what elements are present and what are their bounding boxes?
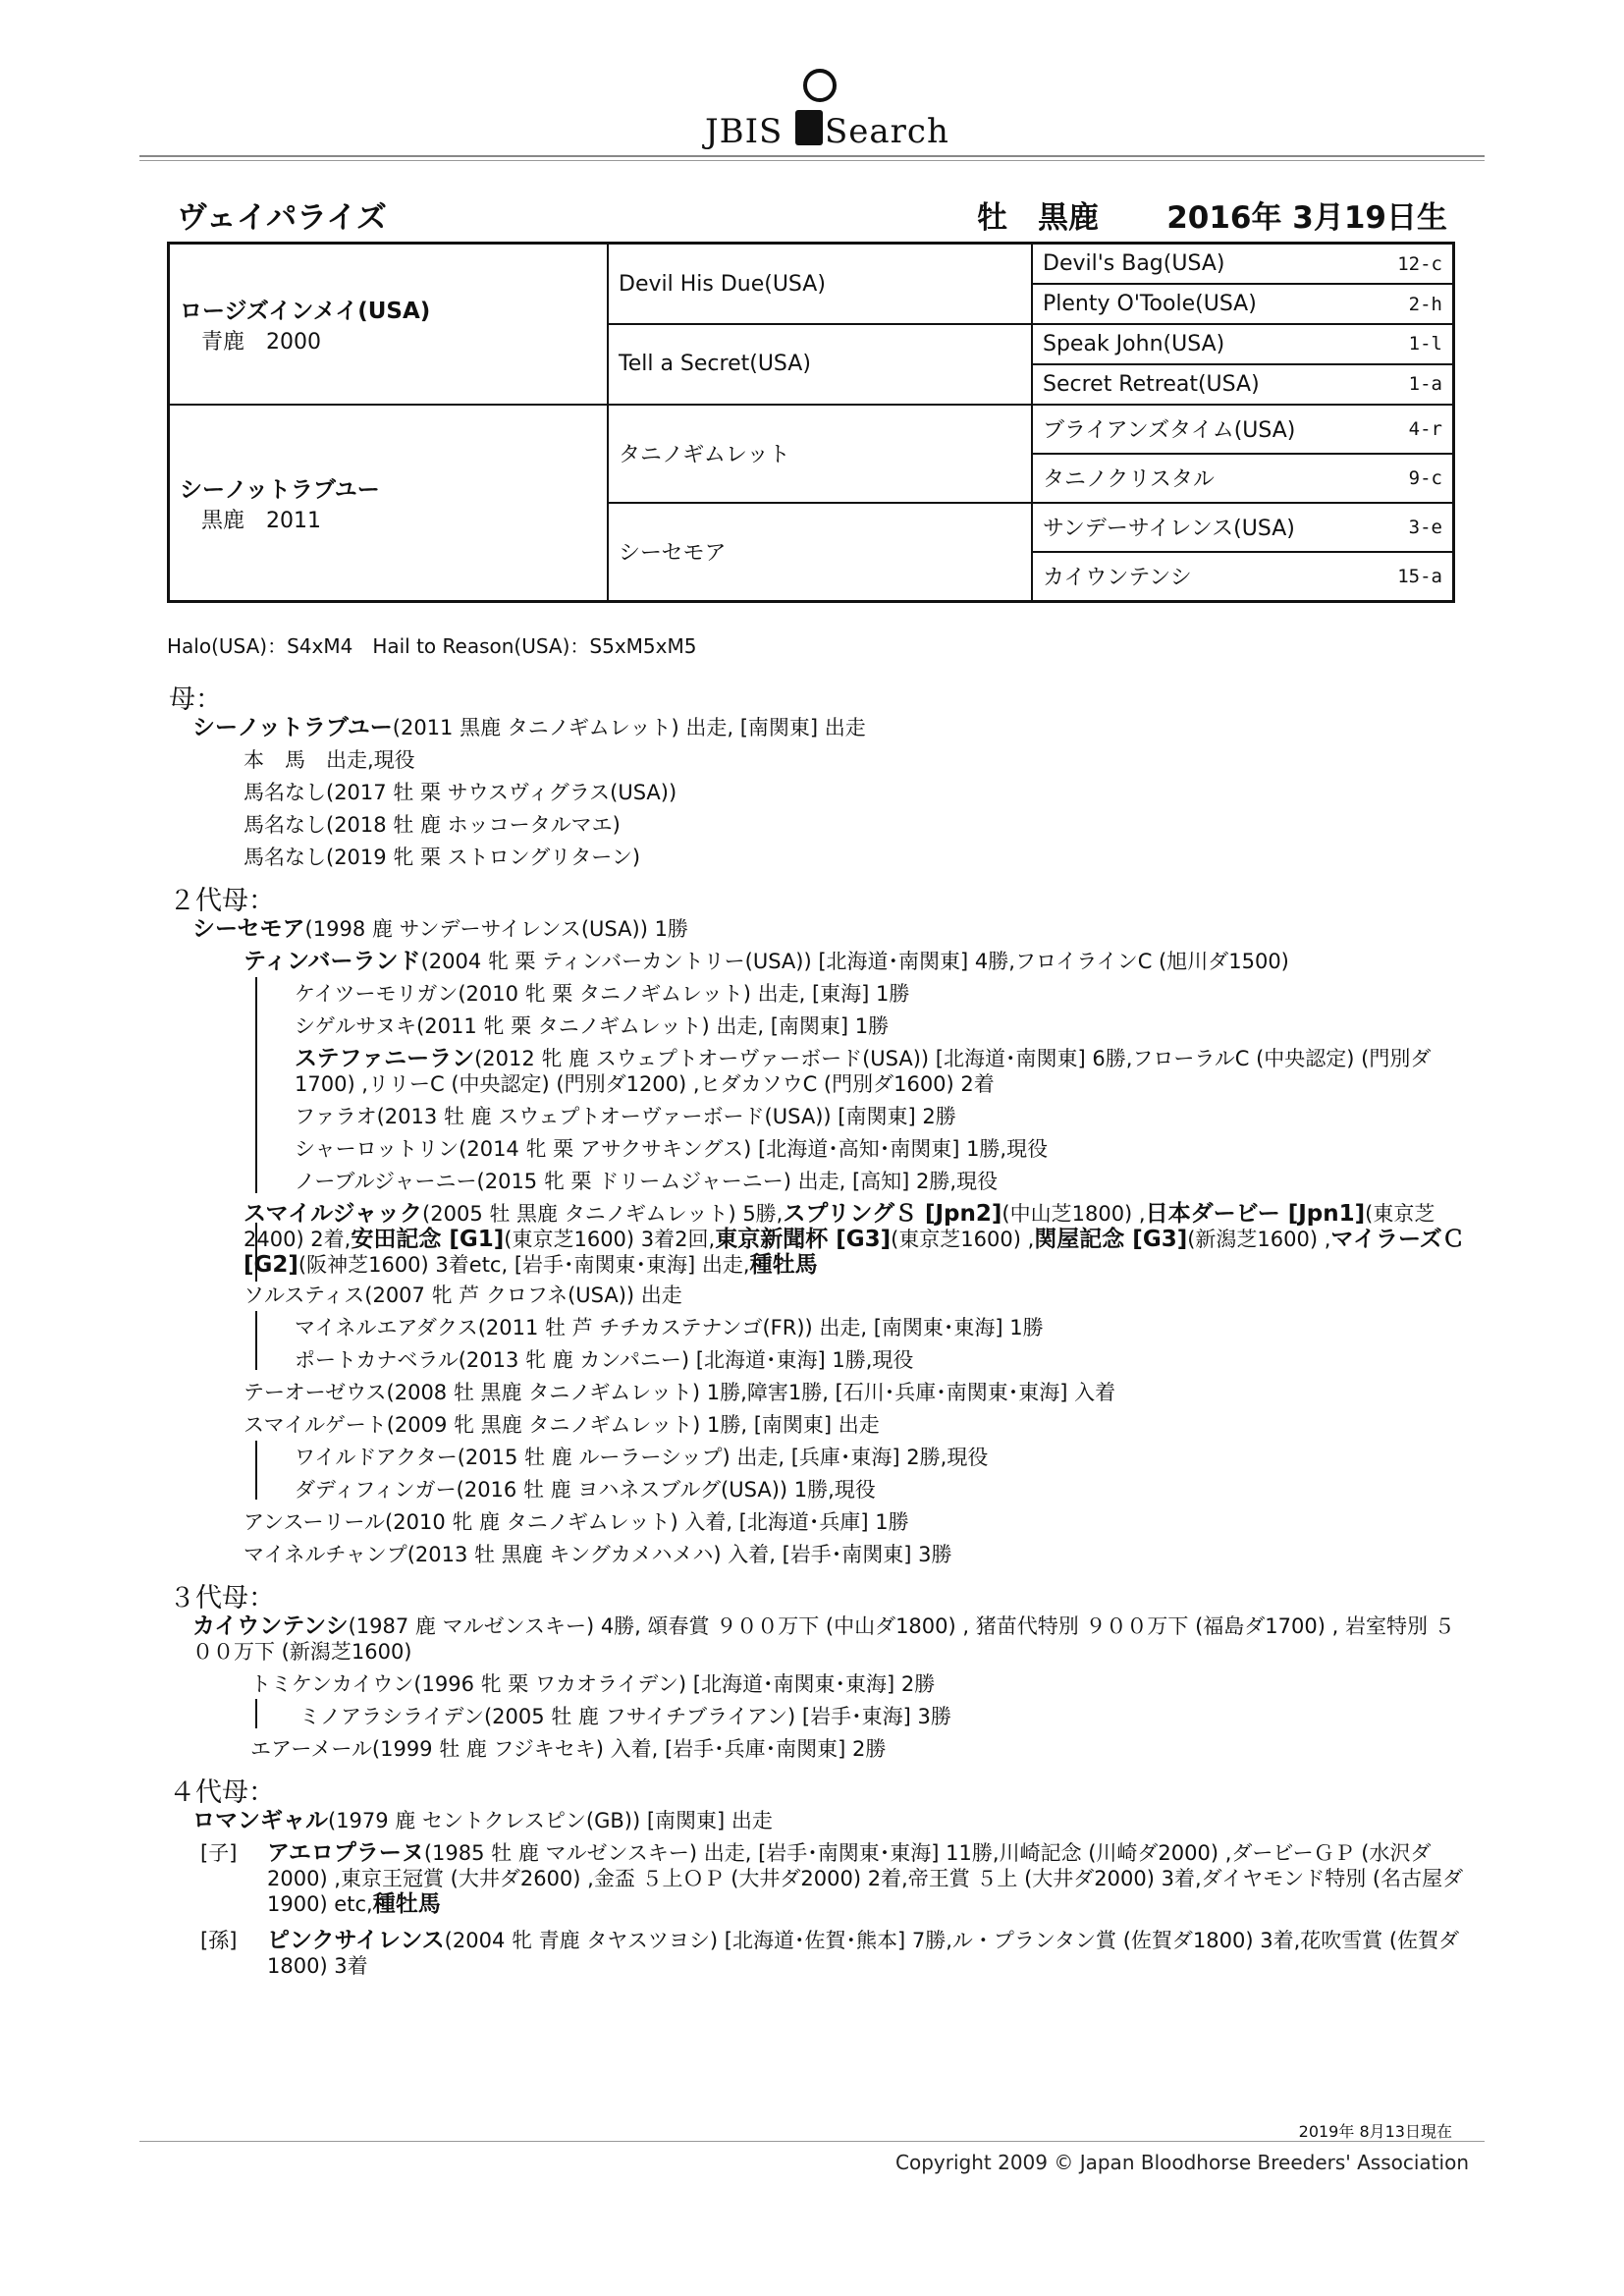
pedigree-gen2: Devil His Due(USA) [608,244,1032,325]
family-line [244,1201,1466,1278]
pedigree-gen3 [1032,552,1454,602]
family-line: ファラオ(2013 牡 鹿 スウェプトオーヴァーボード(USA)) [南関東] 2勝 [295,1105,956,1128]
gen3-name: Secret Retreat(USA) [1043,371,1260,397]
family-line: テーオーゼウス(2008 牡 黒鹿 タニノギムレット) 1勝,障害1勝, [石川･兵庫･南関東･東海] 入着 [244,1381,1116,1404]
pedigree-gen3 [1032,324,1454,364]
line-text: (阪神芝1600) 3着etc, [岩手･南関東･東海] 出走, [298,1253,750,1277]
gen3-name: サンデーサイレンス(USA) [1043,517,1295,542]
family-line: シゲルサヌキ(2011 牝 栗 タニノギムレット) 出走, [南関東] 1勝 [295,1014,890,1038]
family-line [192,1613,1469,1665]
family-line: ワイルドアクター(2015 牡 鹿 ルーラーシップ) 出走, [兵庫･東海] 2勝,現役 [295,1446,989,1469]
pedigree-sire [169,244,609,405]
race-bold: スプリングＳ [Jpn2] [783,1201,1002,1227]
line-text: (1979 鹿 セントクレスピン(GB)) [南関東] 出走 [328,1809,773,1832]
tree-bar [255,1311,257,1370]
family-line [192,1808,773,1833]
race-bold: 安田記念 [G1] [351,1227,505,1252]
pedigree-table [167,242,1455,603]
family-code: 9-c [1408,466,1442,489]
pedigree-gen3 [1032,405,1454,454]
logo-text-right: Search [825,112,949,151]
section-dam: 母： [169,684,222,715]
pedigree-gen2: Tell a Secret(USA) [608,324,1032,405]
tree-bar [255,977,257,1193]
race-bold: 日本ダービー [Jpn1] [1145,1201,1366,1227]
horse-header [177,192,1447,238]
family-line: スマイルゲート(2009 牝 黒鹿 タニノギムレット) 1勝, [南関東] 出走 [244,1413,880,1437]
line-text: (2011 黒鹿 タニノギムレット) 出走, [南関東] 出走 [392,716,866,739]
sire-sub: 青鹿 2000 [201,329,321,355]
inbreeding-note: Halo(USA)：S4xM4 Hail to Reason(USA)：S5xM5xM5 [167,634,697,658]
family-code: 4-r [1408,417,1442,440]
family-line [295,1046,1463,1097]
logo-magnifier-icon [803,69,837,102]
relation-tag: [孫] [200,1929,238,1952]
jbis-logo [687,69,949,157]
family-line: 馬名なし(2018 牡 鹿 ホッコータルマエ) [244,813,621,837]
pedigree-gen3 [1032,503,1454,552]
pedigree-gen2: タニノギムレット [608,405,1032,503]
family-code: 15-a [1397,565,1442,587]
family-line: マイネルチャンプ(2013 牡 黒鹿 キングカメハメハ) 入着, [岩手･南関東] 3勝 [244,1543,952,1566]
tree-bar [255,1441,257,1500]
race-bold: マイラーズＣ [G2] [244,1227,1465,1278]
pedigree-gen3 [1032,244,1454,285]
family-code: 1-l [1408,333,1442,355]
horse-name-bold: カイウンテンシ [192,1613,349,1639]
section-2nd-dam: ２代母： [169,886,275,916]
family-line [192,916,688,942]
race-bold: 関屋記念 [G3] [1034,1227,1188,1252]
gen3-name: Devil's Bag(USA) [1043,251,1225,277]
family-code: 2-h [1408,293,1442,315]
race-bold: 東京新聞杯 [G3] [715,1227,892,1252]
gen3-name: ブライアンズタイム(USA) [1043,418,1296,444]
dam-name: シーノットラブユー [180,476,380,503]
horse-name-bold: アエロプラーヌ [267,1840,424,1866]
footer-divider [139,2141,1485,2142]
pedigree-dam [169,405,609,602]
family-line: ダディフィンガー(2016 牡 鹿 ヨハネスブルグ(USA)) 1勝,現役 [295,1478,876,1502]
horse-name-bold: ティンバーランド [244,949,421,974]
family-line: アンスーリール(2010 牝 鹿 タニノギムレット) 入着, [北海道･兵庫] 1勝 [244,1510,909,1534]
family-line: トミケンカイウン(1996 牝 栗 ワカオライデン) [北海道･南関東･東海] 2勝 [250,1672,936,1696]
family-line: マイネルエアダクス(2011 牡 芦 チチカステナンゴ(FR)) 出走, [南関東･東海] 1勝 [295,1316,1044,1339]
family-line: エアーメール(1999 牡 鹿 フジキセキ) 入着, [岩手･兵庫･南関東] 2勝 [250,1737,887,1761]
race-bold: 種牡馬 [749,1252,818,1278]
section-4th-dam: ４代母： [169,1777,275,1808]
line-text: (2012 牝 鹿 スウェプトオーヴァーボード(USA)) [北海道･南関東] 6勝,フローラルC (中央認定) (門別ダ1700) ,リリーC (中央認定) (門別ダ1200) ,ヒダカソウC (門別ダ1600) 2着 [295,1047,1432,1096]
family-line [244,949,1289,974]
family-line: 本 馬 出走,現役 [244,748,415,772]
gen3-name: Speak John(USA) [1043,331,1225,356]
line-text: (2004 牝 青鹿 タヤスツヨシ) [北海道･佐賀･熊本] 7勝,ル・プランタン賞 (佐賀ダ1800) 3着,花吹雪賞 (佐賀ダ1800) 3着 [267,1929,1460,1978]
stallion-bold: 種牡馬 [372,1891,441,1917]
line-text: (東京芝1600) 3着2回, [504,1228,716,1251]
as-of-date: 2019年 8月13日現在 [1298,2122,1452,2141]
line-text: (中山芝1800) , [1001,1202,1146,1226]
section-3rd-dam: ３代母： [169,1583,275,1613]
copyright: Copyright 2009 © Japan Bloodhorse Breeders' Association [895,2151,1469,2174]
family-code: 3-e [1408,516,1442,538]
family-line: ノーブルジャーニー(2015 牝 栗 ドリームジャーニー) 出走, [高知] 2勝,現役 [295,1170,999,1193]
family-line [267,1928,1465,1979]
line-text: (1985 牡 鹿 マルゼンスキー) 出走, [岩手･南関東･東海] 11勝,川崎記念 (川崎ダ2000) ,ダービーＧＰ (水沢ダ2000) ,東京王冠賞 (大井ダ2600) ,金盃 ５上ＯＰ (大井ダ2000) 2着,帝王賞 ５上 (大井ダ2000) 3着,ダイヤモンド特別 (名古屋ダ1900) etc, [267,1841,1464,1916]
relation-tag: [子] [200,1841,238,1865]
horse-birth: 2016年 3月19日生 [1166,200,1447,236]
dam-sub: 黒鹿 2011 [201,508,321,533]
line-text: (1998 鹿 サンデーサイレンス(USA)) 1勝 [304,917,688,941]
header-divider [139,155,1485,157]
family-line [267,1840,1465,1917]
line-text: (東京芝1600) , [891,1228,1035,1251]
horse-name-bold: ピンクサイレンス [267,1928,445,1953]
gen3-name: カイウンテンシ [1043,566,1192,591]
tree-bar [255,1699,257,1728]
pedigree-gen3 [1032,284,1454,324]
line-text: (新潟芝1600) , [1187,1228,1331,1251]
line-text: (1987 鹿 マルゼンスキー) 4勝, 頌春賞 ９００万下 (中山ダ1800) , 猪苗代特別 ９００万下 (福島ダ1700) , 岩室特別 ５００万下 (新潟芝1600) [192,1614,1455,1664]
family-code: 12-c [1397,252,1442,275]
family-line: ケイツーモリガン(2010 牝 栗 タニノギムレット) 出走, [東海] 1勝 [295,982,910,1006]
horse-sex-color: 牡 黒鹿 [977,200,1099,236]
family-line: 馬名なし(2019 牝 栗 ストロングリターン) [244,846,641,869]
pedigree-gen3 [1032,454,1454,503]
gen3-name: Plenty O'Toole(USA) [1043,292,1257,317]
gen3-name: タニノクリスタル [1043,467,1215,493]
sire-name: ロージズインメイ(USA) [180,298,431,324]
header-divider-thin [139,160,1485,161]
family-line: ポートカナベラル(2013 牝 鹿 カンパニー) [北海道･東海] 1勝,現役 [295,1348,914,1372]
horse-name-bold: シーセモア [192,916,305,942]
horse-name-bold: ロマンギャル [192,1808,328,1833]
family-code: 1-a [1408,373,1442,396]
family-line [192,715,866,740]
family-line: ソルスティス(2007 牝 芦 クロフネ(USA)) 出走 [244,1284,682,1307]
logo-hat-icon [795,110,823,145]
pedigree-gen3 [1032,364,1454,405]
horse-name: ヴェイパライズ [177,200,387,236]
line-text: (2005 牡 黒鹿 タニノギムレット) 5勝, [422,1202,784,1226]
family-line: 馬名なし(2017 牡 栗 サウスヴィグラス(USA)) [244,781,677,804]
pedigree-gen2: シーセモア [608,503,1032,602]
logo-text-left: JBIS [705,112,784,151]
line-text: (2004 牝 栗 ティンバーカントリー(USA)) [北海道･南関東] 4勝,フロイラインC (旭川ダ1500) [420,950,1289,973]
family-line: ミノアラシライデン(2005 牡 鹿 フサイチブライアン) [岩手･東海] 3勝 [299,1705,951,1728]
line-text: (東京芝2400) 2着, [244,1202,1435,1251]
family-line: シャーロットリン(2014 牝 栗 アサクサキングス) [北海道･高知･南関東] 1勝,現役 [295,1137,1049,1161]
horse-name-bold: ステファニーラン [295,1046,475,1071]
horse-name-bold: スマイルジャック [244,1201,423,1227]
horse-name-bold: シーノットラブユー [192,715,393,740]
